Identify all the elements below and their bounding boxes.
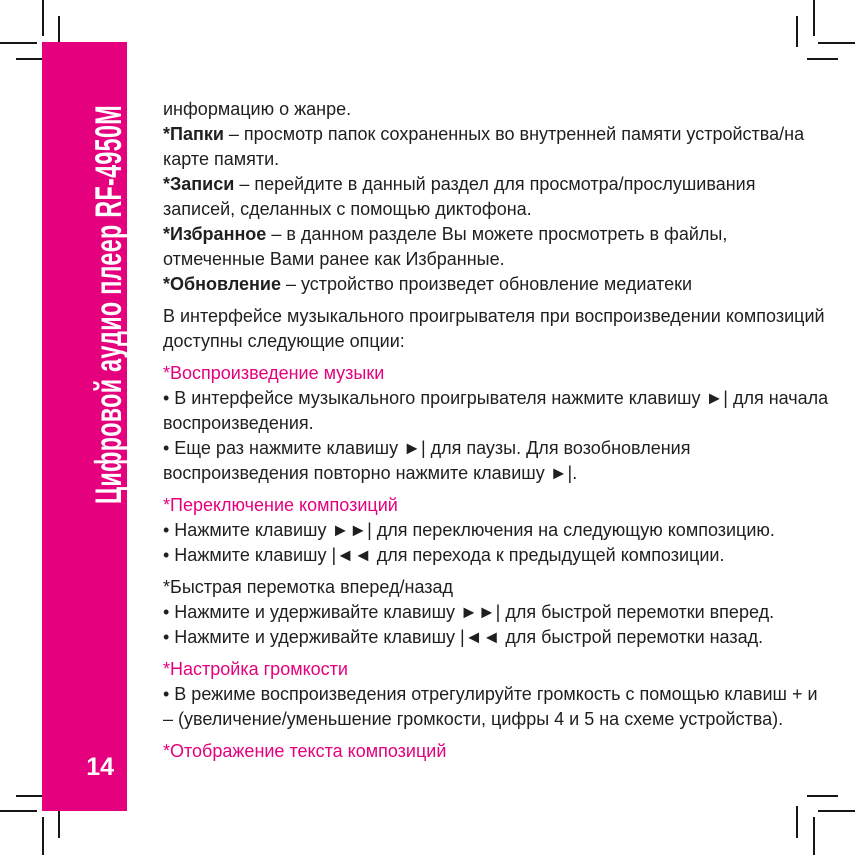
crop-mark bbox=[42, 817, 44, 855]
text-line: • В интерфейсе музыкального проигрывателя нажмите клавишу ►| для начала bbox=[163, 388, 829, 408]
text-line: *Папки – просмотр папок сохраненных во внутренней памяти устройства/на bbox=[163, 124, 805, 144]
text-line: карте памяти. bbox=[163, 149, 280, 169]
crop-mark bbox=[807, 58, 838, 60]
text-column bbox=[163, 97, 829, 764]
section-heading: *Воспроизведение музыки bbox=[163, 363, 385, 383]
text-line: отмеченные Вами ранее как Избранные. bbox=[163, 249, 505, 269]
section-heading: *Настройка громкости bbox=[163, 659, 348, 679]
crop-mark bbox=[0, 810, 37, 812]
text-line: информацию о жанре. bbox=[163, 99, 352, 119]
text-line: воспроизведения. bbox=[163, 413, 314, 433]
crop-mark bbox=[813, 817, 815, 855]
crop-mark bbox=[796, 806, 798, 838]
text-line: • Еще раз нажмите клавишу ►| для паузы. Для возобновления bbox=[163, 438, 691, 458]
text-line: – (увеличение/уменьшение громкости, цифры 4 и 5 на схеме устройства). bbox=[163, 709, 784, 729]
product-title-vertical: Цифровой аудио плеер RF-4950M bbox=[88, 105, 129, 504]
text-line: В интерфейсе музыкального проигрывателя при воспроизведении композиций bbox=[163, 306, 825, 326]
text-line: • Нажмите клавишу ►►| для переключения на следующую композицию. bbox=[163, 520, 775, 540]
crop-mark bbox=[818, 810, 855, 812]
text-line: записей, сделанных с помощью диктофона. bbox=[163, 199, 532, 219]
crop-mark bbox=[813, 0, 815, 36]
section-heading: *Быстрая перемотка вперед/назад bbox=[163, 577, 454, 597]
crop-mark bbox=[818, 42, 855, 44]
text-line: *Записи – перейдите в данный раздел для просмотра/прослушивания bbox=[163, 174, 756, 194]
text-line: *Избранное – в данном разделе Вы можете просмотреть в файлы, bbox=[163, 224, 728, 244]
crop-mark bbox=[0, 42, 37, 44]
crop-mark bbox=[796, 16, 798, 47]
text-line: • Нажмите клавишу |◄◄ для перехода к предыдущей композиции. bbox=[163, 545, 725, 565]
crop-mark bbox=[807, 795, 838, 797]
section-heading: *Переключение композиций bbox=[163, 495, 398, 515]
text-line: *Обновление – устройство произведет обновление медиатеки bbox=[163, 274, 693, 294]
text-line: • Нажмите и удерживайте клавишу ►►| для быстрой перемотки вперед. bbox=[163, 602, 775, 622]
section-heading: *Отображение текста композиций bbox=[163, 741, 447, 761]
text-line: доступны следующие опции: bbox=[163, 331, 405, 351]
text-line: • В режиме воспроизведения отрегулируйте громкость с помощью клавиш + и bbox=[163, 684, 818, 704]
text-line: воспроизведения повторно нажмите клавишу ►|. bbox=[163, 463, 578, 483]
crop-mark bbox=[42, 0, 44, 36]
page-number: 14 bbox=[86, 753, 114, 781]
text-line: • Нажмите и удерживайте клавишу |◄◄ для быстрой перемотки назад. bbox=[163, 627, 764, 647]
